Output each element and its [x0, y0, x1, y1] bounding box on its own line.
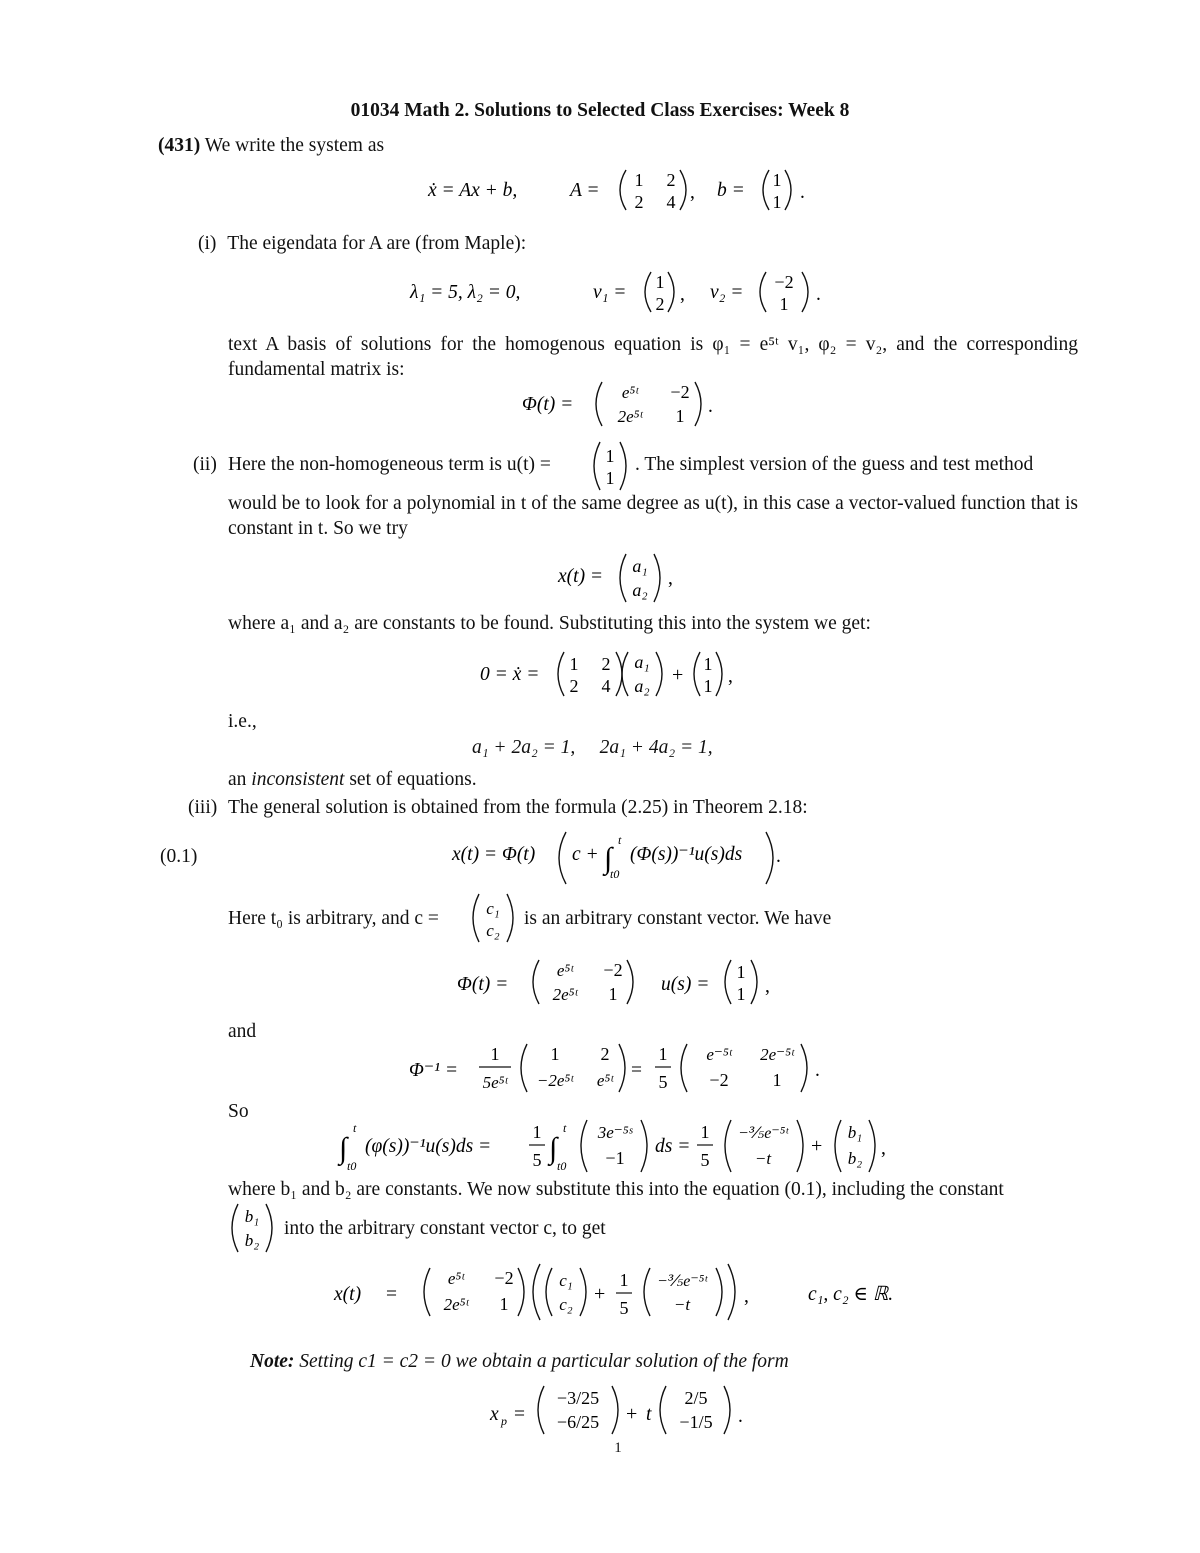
comma: ,	[765, 976, 770, 997]
phi-and-u	[455, 952, 795, 1012]
phi-cell: 1	[499, 1294, 509, 1314]
t-variable: t	[646, 1404, 652, 1425]
left-paren	[622, 652, 628, 696]
fraction-numerator: 1	[700, 1122, 710, 1142]
equals-sign: =	[386, 1284, 397, 1305]
vector-cell: 3e⁻⁵ˢ	[597, 1123, 633, 1142]
v1-cell: 1	[655, 272, 665, 292]
equations-text: a₁ + 2a₂ = 1, 2a₁ + 4a₂ = 1,	[472, 737, 713, 758]
part-i-label: (i)	[198, 233, 217, 254]
left-paren	[232, 1204, 238, 1252]
inverse-cell: e⁵ᵗ	[596, 1071, 614, 1090]
right-paren	[766, 832, 773, 884]
right-paren	[580, 1268, 586, 1316]
where-b-text: where b₁ and b₂ are constants. We now substitute this into the equation (0.1), including the constant	[228, 1179, 1004, 1200]
eigendata-equation	[400, 262, 840, 322]
part-ii-text-before: Here the non-homogeneous term is u(t) =	[228, 454, 551, 475]
right-paren	[869, 1120, 875, 1172]
vector-cell: −1	[605, 1148, 625, 1168]
period: .	[776, 846, 781, 867]
left-paren	[533, 1264, 540, 1320]
left-paren	[533, 960, 539, 1004]
matrix-A-cell: 2	[569, 676, 579, 696]
equals-sign: =	[631, 1060, 642, 1081]
right-paren	[724, 1386, 730, 1434]
right-paren	[802, 272, 808, 312]
period: .	[816, 284, 821, 305]
inverse-cell: 2e⁻⁵ᵗ	[760, 1045, 794, 1064]
conclusion-pre: an	[228, 769, 247, 790]
right-paren	[654, 554, 660, 602]
right-paren	[668, 272, 674, 312]
left-paren	[660, 1386, 666, 1434]
c-vector	[467, 888, 527, 948]
x-cell: a₂	[632, 580, 648, 600]
part-ii-text-after: . The simplest version of the guess and test method	[635, 454, 1034, 475]
vector-cell: −t	[754, 1149, 772, 1168]
phi-cell: e⁵ᵗ	[556, 961, 574, 980]
right-paren	[695, 382, 701, 426]
vector-cell: −t	[673, 1295, 691, 1314]
problem-intro-line	[158, 134, 384, 158]
comma: ,	[680, 284, 685, 305]
period: .	[708, 396, 713, 417]
part-ii-text-cont: would be to look for a polynomial in t of the same degree as u(t), in this case a vector-valued function that is constant in t. So we try	[228, 493, 1078, 539]
eigenvalues-text: λ₁ = 5, λ₂ = 0,	[410, 282, 521, 303]
phi-cell: 2e⁵ᵗ	[617, 407, 643, 426]
fraction-numerator: 1	[532, 1122, 542, 1142]
fraction-denominator: 5e⁵ᵗ	[482, 1073, 508, 1092]
inverse-cell: −2e⁵ᵗ	[536, 1071, 574, 1090]
reals-text: c₁, c₂ ∈ ℝ.	[808, 1284, 894, 1305]
xp2-cell: −1/5	[679, 1412, 713, 1432]
matrix-A-cell: 4	[601, 676, 611, 696]
u-label: u(s) =	[661, 974, 710, 995]
phi-cell: −2	[603, 960, 623, 980]
right-paren	[641, 1120, 647, 1172]
comma: ,	[668, 568, 673, 589]
u-cell: 1	[736, 984, 746, 1004]
plus-sign: +	[594, 1283, 606, 1305]
period: .	[800, 182, 805, 203]
left-paren	[521, 1044, 527, 1092]
comma: ,	[728, 666, 733, 687]
phi-cell: e⁵ᵗ	[621, 383, 639, 402]
vector-b-label: b =	[717, 180, 745, 201]
part-ii-label: (ii)	[193, 454, 217, 475]
v1-label: v₁ =	[593, 282, 627, 303]
integral-upper: t	[618, 833, 622, 847]
xp2-cell: 2/5	[684, 1388, 708, 1408]
matrix-A-cell: 1	[634, 170, 644, 190]
here-text-1: Here t₀ is arbitrary, and c =	[228, 908, 439, 929]
phi-cell: −2	[670, 382, 690, 402]
left-paren	[473, 894, 479, 942]
c-cell: c₂	[559, 1295, 573, 1314]
x-cell: a₂	[634, 676, 650, 696]
matrix-A-label: A =	[570, 180, 600, 201]
phi-cell: 1	[608, 984, 618, 1004]
integral-lower: t0	[347, 1159, 357, 1173]
right-paren	[620, 442, 626, 490]
v2-cell: 1	[779, 294, 789, 314]
right-paren	[680, 170, 686, 210]
xp-subscript: p	[501, 1414, 507, 1428]
left-paren	[725, 1120, 731, 1172]
x-of-t: x(t)	[334, 1284, 362, 1305]
right-paren	[716, 1268, 722, 1316]
xp1-cell: −3/25	[556, 1388, 600, 1408]
phi-inverse	[405, 1036, 835, 1100]
b-cell: b₁	[244, 1207, 260, 1226]
basis-text: text A basis of solutions for the homogenous equation is φ₁ = e⁵ᵗ v₁, φ₂ = v₂, and the corresponding fundamental matrix is:	[228, 334, 1078, 380]
left-paren	[694, 652, 700, 696]
x-cell: a₁	[634, 652, 650, 672]
phi-cell: e⁵ᵗ	[447, 1269, 465, 1288]
integral-sign: ∫	[604, 842, 613, 875]
plus-sign: +	[672, 664, 684, 686]
note-line	[250, 1350, 789, 1374]
xp-label: x	[490, 1404, 499, 1425]
fraction-denominator: 5	[619, 1298, 629, 1318]
trial-solution	[556, 548, 696, 608]
vector-b-cell: 1	[703, 654, 713, 674]
where-text: where a₁ and a₂ are constants to be found. Substituting this into the system we get:	[228, 613, 871, 634]
inverse-cell: 1	[550, 1044, 560, 1064]
phi-cell: 2e⁵ᵗ	[443, 1295, 469, 1314]
formula-lhs: x(t) = Φ(t)	[452, 844, 536, 865]
left-paren	[645, 272, 651, 312]
ie-text: i.e.,	[228, 711, 257, 732]
xp1-cell: −6/25	[556, 1412, 600, 1432]
right-paren	[785, 170, 791, 210]
left-paren	[681, 1044, 687, 1092]
equation-number: (0.1)	[160, 846, 198, 867]
sub-label: 0 = ẋ =	[480, 664, 540, 685]
c-cell: c₂	[486, 921, 500, 940]
phi-cell: −2	[494, 1268, 514, 1288]
left-paren	[581, 1120, 587, 1172]
period: .	[815, 1060, 820, 1081]
matrix-A-cell: 2	[634, 192, 644, 212]
matrix-A-cell: 4	[666, 192, 676, 212]
right-paren	[266, 1204, 272, 1252]
conclusion-post: set of equations.	[349, 769, 477, 790]
fraction-denominator: 5	[700, 1150, 710, 1170]
left-paren	[760, 272, 766, 312]
left-paren	[596, 382, 602, 426]
fraction-numerator: 1	[619, 1270, 629, 1290]
integral-computation	[335, 1112, 895, 1178]
left-paren	[763, 170, 769, 210]
vector-b-cell: 1	[703, 676, 713, 696]
right-paren	[619, 1044, 625, 1092]
problem-number: (431)	[158, 135, 201, 156]
c-cell: c₁	[559, 1271, 573, 1290]
left-paren	[424, 1268, 430, 1316]
integral-upper: t	[563, 1121, 567, 1135]
vector-b-cell: 1	[772, 170, 782, 190]
u-cell: 1	[736, 962, 746, 982]
page-title: 01034 Math 2. Solutions to Selected Class Exercises: Week 8	[350, 100, 850, 121]
into-text: into the arbitrary constant vector c, to get	[284, 1218, 606, 1239]
part-i-intro: The eigendata for A are (from Maple):	[227, 233, 527, 254]
plus-sign: +	[811, 1135, 823, 1157]
part-i-line	[198, 232, 526, 256]
matrix-A-cell: 1	[569, 654, 579, 674]
integral-sign: ∫	[339, 1132, 348, 1165]
integral-upper: t	[353, 1121, 357, 1135]
left-paren	[835, 1120, 841, 1172]
conclusion-italic: inconsistent	[251, 769, 345, 790]
note-label: Note:	[250, 1351, 295, 1372]
integral-sign: ∫	[549, 1132, 558, 1165]
c-cell: c₁	[486, 899, 500, 918]
u-cell: 1	[605, 468, 615, 488]
page-number: 1	[614, 1440, 622, 1456]
b-vector	[226, 1200, 286, 1256]
comma: ,	[744, 1286, 749, 1307]
u-cell: 1	[605, 446, 615, 466]
inverse-cell: e⁻⁵ᵗ	[706, 1045, 732, 1064]
period: .	[738, 1406, 743, 1427]
fraction-denominator: 5	[658, 1072, 668, 1092]
substitution-equation	[478, 644, 758, 704]
u-vector	[590, 436, 640, 496]
formula-integrand: (Φ(s))⁻¹u(s)ds	[630, 844, 743, 865]
left-paren	[558, 652, 564, 696]
v2-label: v₂ =	[710, 282, 744, 303]
left-paren	[620, 170, 626, 210]
right-paren	[801, 1044, 807, 1092]
v2-cell: −2	[774, 272, 794, 292]
vector-cell: −⅗e⁻⁵ᵗ	[656, 1273, 708, 1290]
comma: ,	[881, 1138, 886, 1159]
final-solution	[330, 1260, 910, 1326]
formula-c: c +	[572, 844, 599, 865]
right-paren	[797, 1120, 803, 1172]
left-paren	[538, 1386, 544, 1434]
part-iii-label: (iii)	[188, 797, 218, 818]
left-paren	[546, 1268, 552, 1316]
right-paren	[518, 1268, 524, 1316]
fraction-numerator: 1	[658, 1044, 668, 1064]
vector-cell: b₁	[847, 1123, 863, 1142]
phi-inverse-label: Φ⁻¹ =	[409, 1060, 459, 1081]
conclusion-line	[228, 768, 477, 792]
comma: ,	[690, 182, 695, 203]
ds-equals: ds =	[655, 1136, 691, 1157]
general-solution-formula	[440, 826, 800, 890]
problem-intro: We write the system as	[204, 135, 385, 156]
inverse-cell: 1	[772, 1070, 782, 1090]
right-paren	[612, 1386, 618, 1434]
right-paren	[716, 652, 722, 696]
b-cell: b₂	[244, 1231, 260, 1250]
left-paren	[644, 1268, 650, 1316]
vector-cell: b₂	[847, 1149, 863, 1168]
left-paren	[594, 442, 600, 490]
vector-b-cell: 1	[772, 192, 782, 212]
plus-sign: +	[626, 1403, 638, 1425]
v1-cell: 2	[655, 294, 665, 314]
equals-sign: =	[514, 1404, 525, 1425]
part-iii-intro: The general solution is obtained from the formula (2.25) in Theorem 2.18:	[228, 797, 808, 818]
inverse-cell: −2	[709, 1070, 729, 1090]
and-text: and	[228, 1021, 257, 1042]
inverse-cell: 2	[600, 1044, 610, 1064]
here-text-2: is an arbitrary constant vector. We have	[524, 908, 832, 929]
integral-lower: t0	[557, 1159, 567, 1173]
system-eq-text: ẋ = Ax + b,	[428, 180, 518, 201]
phi-label: Φ(t) =	[457, 974, 509, 995]
right-paren	[507, 894, 513, 942]
phi-cell: 2e⁵ᵗ	[552, 985, 578, 1004]
phi-cell: 1	[675, 406, 685, 426]
x-cell: a₁	[632, 556, 648, 576]
left-paren	[620, 554, 626, 602]
right-paren	[751, 960, 757, 1004]
left-paren	[725, 960, 731, 1004]
phi-label: Φ(t) =	[522, 394, 574, 415]
right-paren	[656, 652, 662, 696]
system-equation	[420, 160, 820, 220]
x-label: x(t) =	[558, 566, 604, 587]
vector-cell: −⅗e⁻⁵ᵗ	[737, 1125, 789, 1142]
right-paren	[616, 652, 622, 696]
particular-solution	[486, 1378, 756, 1444]
right-paren	[728, 1264, 735, 1320]
note-text: Setting c1 = c2 = 0 we obtain a particular solution of the form	[299, 1351, 789, 1372]
fraction-denominator: 5	[532, 1150, 542, 1170]
left-paren	[559, 832, 566, 884]
fraction-numerator: 1	[490, 1044, 500, 1064]
so-text: So	[228, 1101, 249, 1122]
fundamental-matrix	[520, 374, 730, 434]
integral-lower: t0	[610, 867, 620, 881]
integrand: (φ(s))⁻¹u(s)ds =	[365, 1136, 492, 1157]
matrix-A-cell: 2	[666, 170, 676, 190]
right-paren	[627, 960, 633, 1004]
matrix-A-cell: 2	[601, 654, 611, 674]
